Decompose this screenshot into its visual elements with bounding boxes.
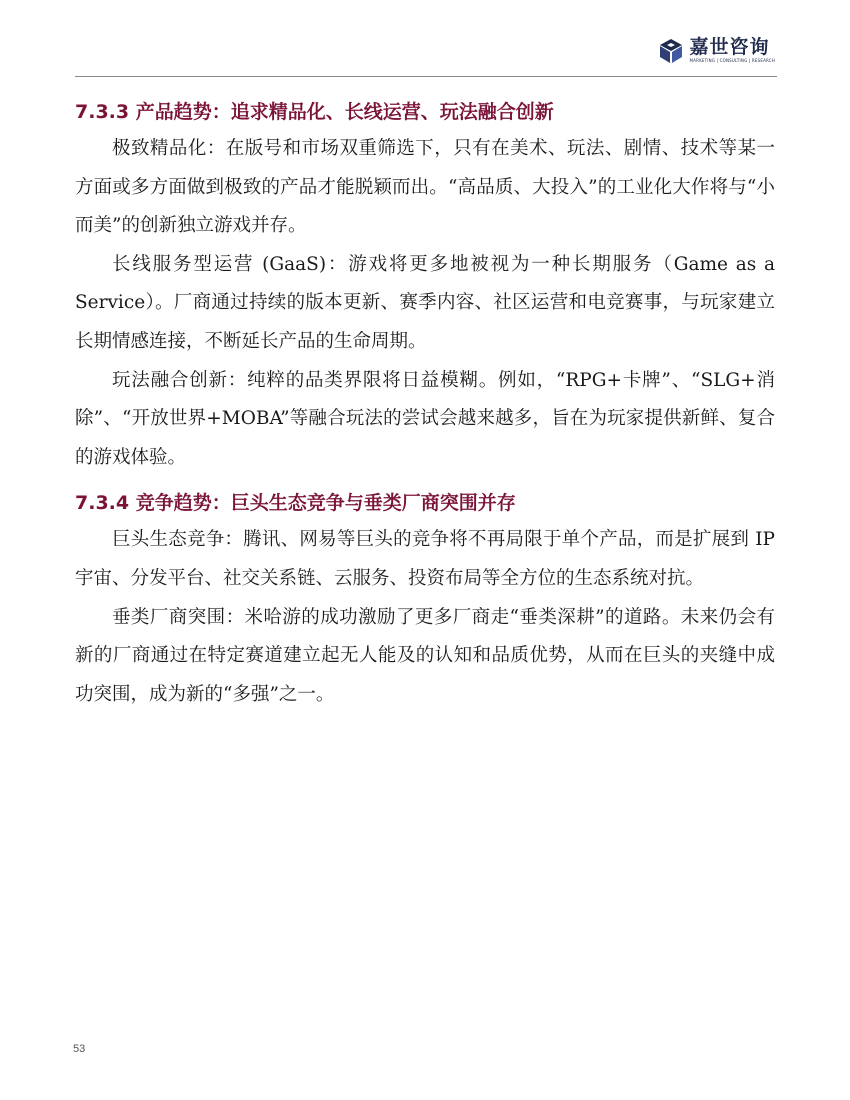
logo-name: 嘉世咨询	[689, 36, 770, 58]
paragraph: 长线服务型运营 (GaaS)：游戏将更多地被视为一种长期服务（Game as a Service）。厂商通过持续的版本更新、赛季内容、社区运营和电竞赛事，与玩家建立长期情感连接，不断延长产品的生命周期。	[75, 253, 775, 352]
logo-subtitle: MARKETING | CONSULTING | RESEARCH	[689, 58, 775, 63]
section-heading: 7.3.3 产品趋势：追求精品化、长线运营、玩法融合创新	[75, 101, 554, 123]
company-logo	[658, 36, 776, 70]
page-number: 53	[73, 1043, 86, 1055]
cube-logo-icon	[658, 38, 684, 64]
paragraph: 巨头生态竞争：腾讯、网易等巨头的竞争将不再局限于单个产品，而是扩展到 IP 宇宙、分发平台、社交关系链、云服务、投资布局等全方位的生态系统对抗。	[75, 529, 775, 589]
paragraph: 极致精品化：在版号和市场双重筛选下，只有在美术、玩法、剧情、技术等某一方面或多方面做到极致的产品才能脱颖而出。“高品质、大投入”的工业化大作将与“小而美”的创新独立游戏并存。	[75, 138, 775, 237]
paragraph: 垂类厂商突围：米哈游的成功激励了更多厂商走“垂类深耕”的道路。未来仍会有新的厂商通过在特定赛道建立起无人能及的认知和品质优势，从而在巨头的夹缝中成功突围，成为新的“多强”之一。	[75, 606, 775, 705]
document-body	[75, 94, 775, 714]
section-heading: 7.3.4 竞争趋势：巨头生态竞争与垂类厂商突围并存	[75, 492, 516, 515]
paragraph: 玩法融合创新：纯粹的品类界限将日益模糊。例如，“RPG+卡牌”、“SLG+消除”、“开放世界+MOBA”等融合玩法的尝试会越来越多，旨在为玩家提供新鲜、复合的游戏体验。	[75, 369, 775, 468]
page-header	[75, 30, 777, 77]
